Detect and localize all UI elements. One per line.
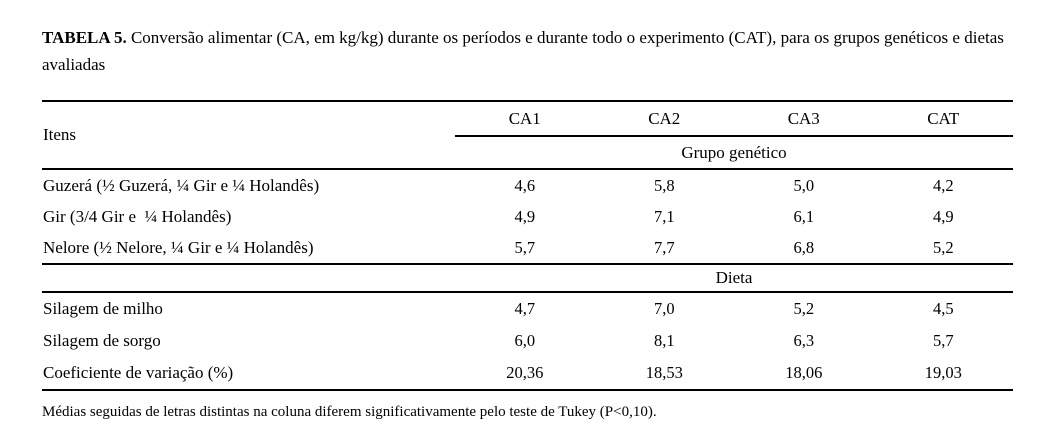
column-header-ca1: CA1: [508, 108, 541, 128]
cell-cat: 4,9: [932, 206, 954, 226]
cell-ca1: 4,7: [514, 299, 536, 318]
cell-ca1: 20,36: [506, 363, 544, 382]
cell-cat: 5,2: [932, 237, 954, 257]
cell-ca1: 5,7: [514, 237, 536, 257]
cell-ca2: 7,0: [653, 299, 675, 318]
row-label: Gir (3/4 Gir e ¼ Holandês): [43, 206, 232, 226]
cell-ca2: 5,8: [653, 175, 675, 195]
table-row: [42, 170, 1013, 201]
table-caption: [42, 24, 1018, 78]
column-header-itens: Itens: [43, 125, 77, 144]
row-label: Silagem de sorgo: [43, 331, 161, 350]
table-row: [42, 232, 1013, 263]
cell-ca2: 18,53: [645, 363, 683, 382]
column-header-cat: CAT: [927, 108, 960, 128]
cell-ca3: 6,1: [793, 206, 815, 226]
cell-ca3: 5,0: [793, 175, 815, 195]
table-row: [42, 293, 1013, 325]
footnote: Médias seguidas de letras distintas na coluna diferem significativamente pelo teste de Tukey (P<0,10).: [42, 404, 657, 420]
cell-ca1: 4,6: [514, 175, 536, 195]
table-row: [42, 357, 1013, 389]
table-header-right: [455, 102, 1013, 168]
cell-cat: 4,5: [932, 299, 954, 318]
table-caption-text: Conversão alimentar (CA, em kg/kg) durante os períodos e durante todo o experimento (CAT), para os grupos genéticos e dietas avaliadas: [42, 28, 1004, 74]
cell-cat: 19,03: [924, 363, 962, 382]
column-header-ca2: CA2: [648, 108, 681, 128]
section-header-dieta: [42, 263, 1013, 293]
cell-ca1: 6,0: [514, 331, 536, 350]
cell-ca2: 7,1: [653, 206, 675, 226]
cell-ca1: 4,9: [514, 206, 536, 226]
cell-ca3: 5,2: [793, 299, 815, 318]
cell-ca3: 6,8: [793, 237, 815, 257]
data-table: [42, 100, 1013, 391]
table-caption-label: TABELA 5.: [42, 28, 127, 47]
column-headers: [455, 102, 1013, 137]
section-header-dieta-label: Dieta: [715, 268, 753, 287]
row-label: Guzerá (½ Guzerá, ¼ Gir e ¼ Holandês): [43, 175, 320, 195]
section-header-grupo-genetico: Grupo genético: [681, 142, 787, 162]
table-row: [42, 325, 1013, 357]
section-grupo-genetico-rows: [42, 170, 1013, 263]
cell-ca3: 6,3: [793, 331, 815, 350]
cell-ca2: 7,7: [653, 237, 675, 257]
row-label: Silagem de milho: [43, 299, 163, 318]
cell-cat: 5,7: [932, 331, 954, 350]
row-label: Coeficiente de variação (%): [43, 363, 234, 382]
cell-ca3: 18,06: [785, 363, 823, 382]
column-header-ca3: CA3: [787, 108, 820, 128]
cell-ca2: 8,1: [653, 331, 675, 350]
table-header: [42, 100, 1013, 170]
cell-cat: 4,2: [932, 175, 954, 195]
row-label: Nelore (½ Nelore, ¼ Gir e ¼ Holandês): [43, 237, 314, 257]
table-row: [42, 201, 1013, 232]
section-dieta-rows: [42, 293, 1013, 391]
